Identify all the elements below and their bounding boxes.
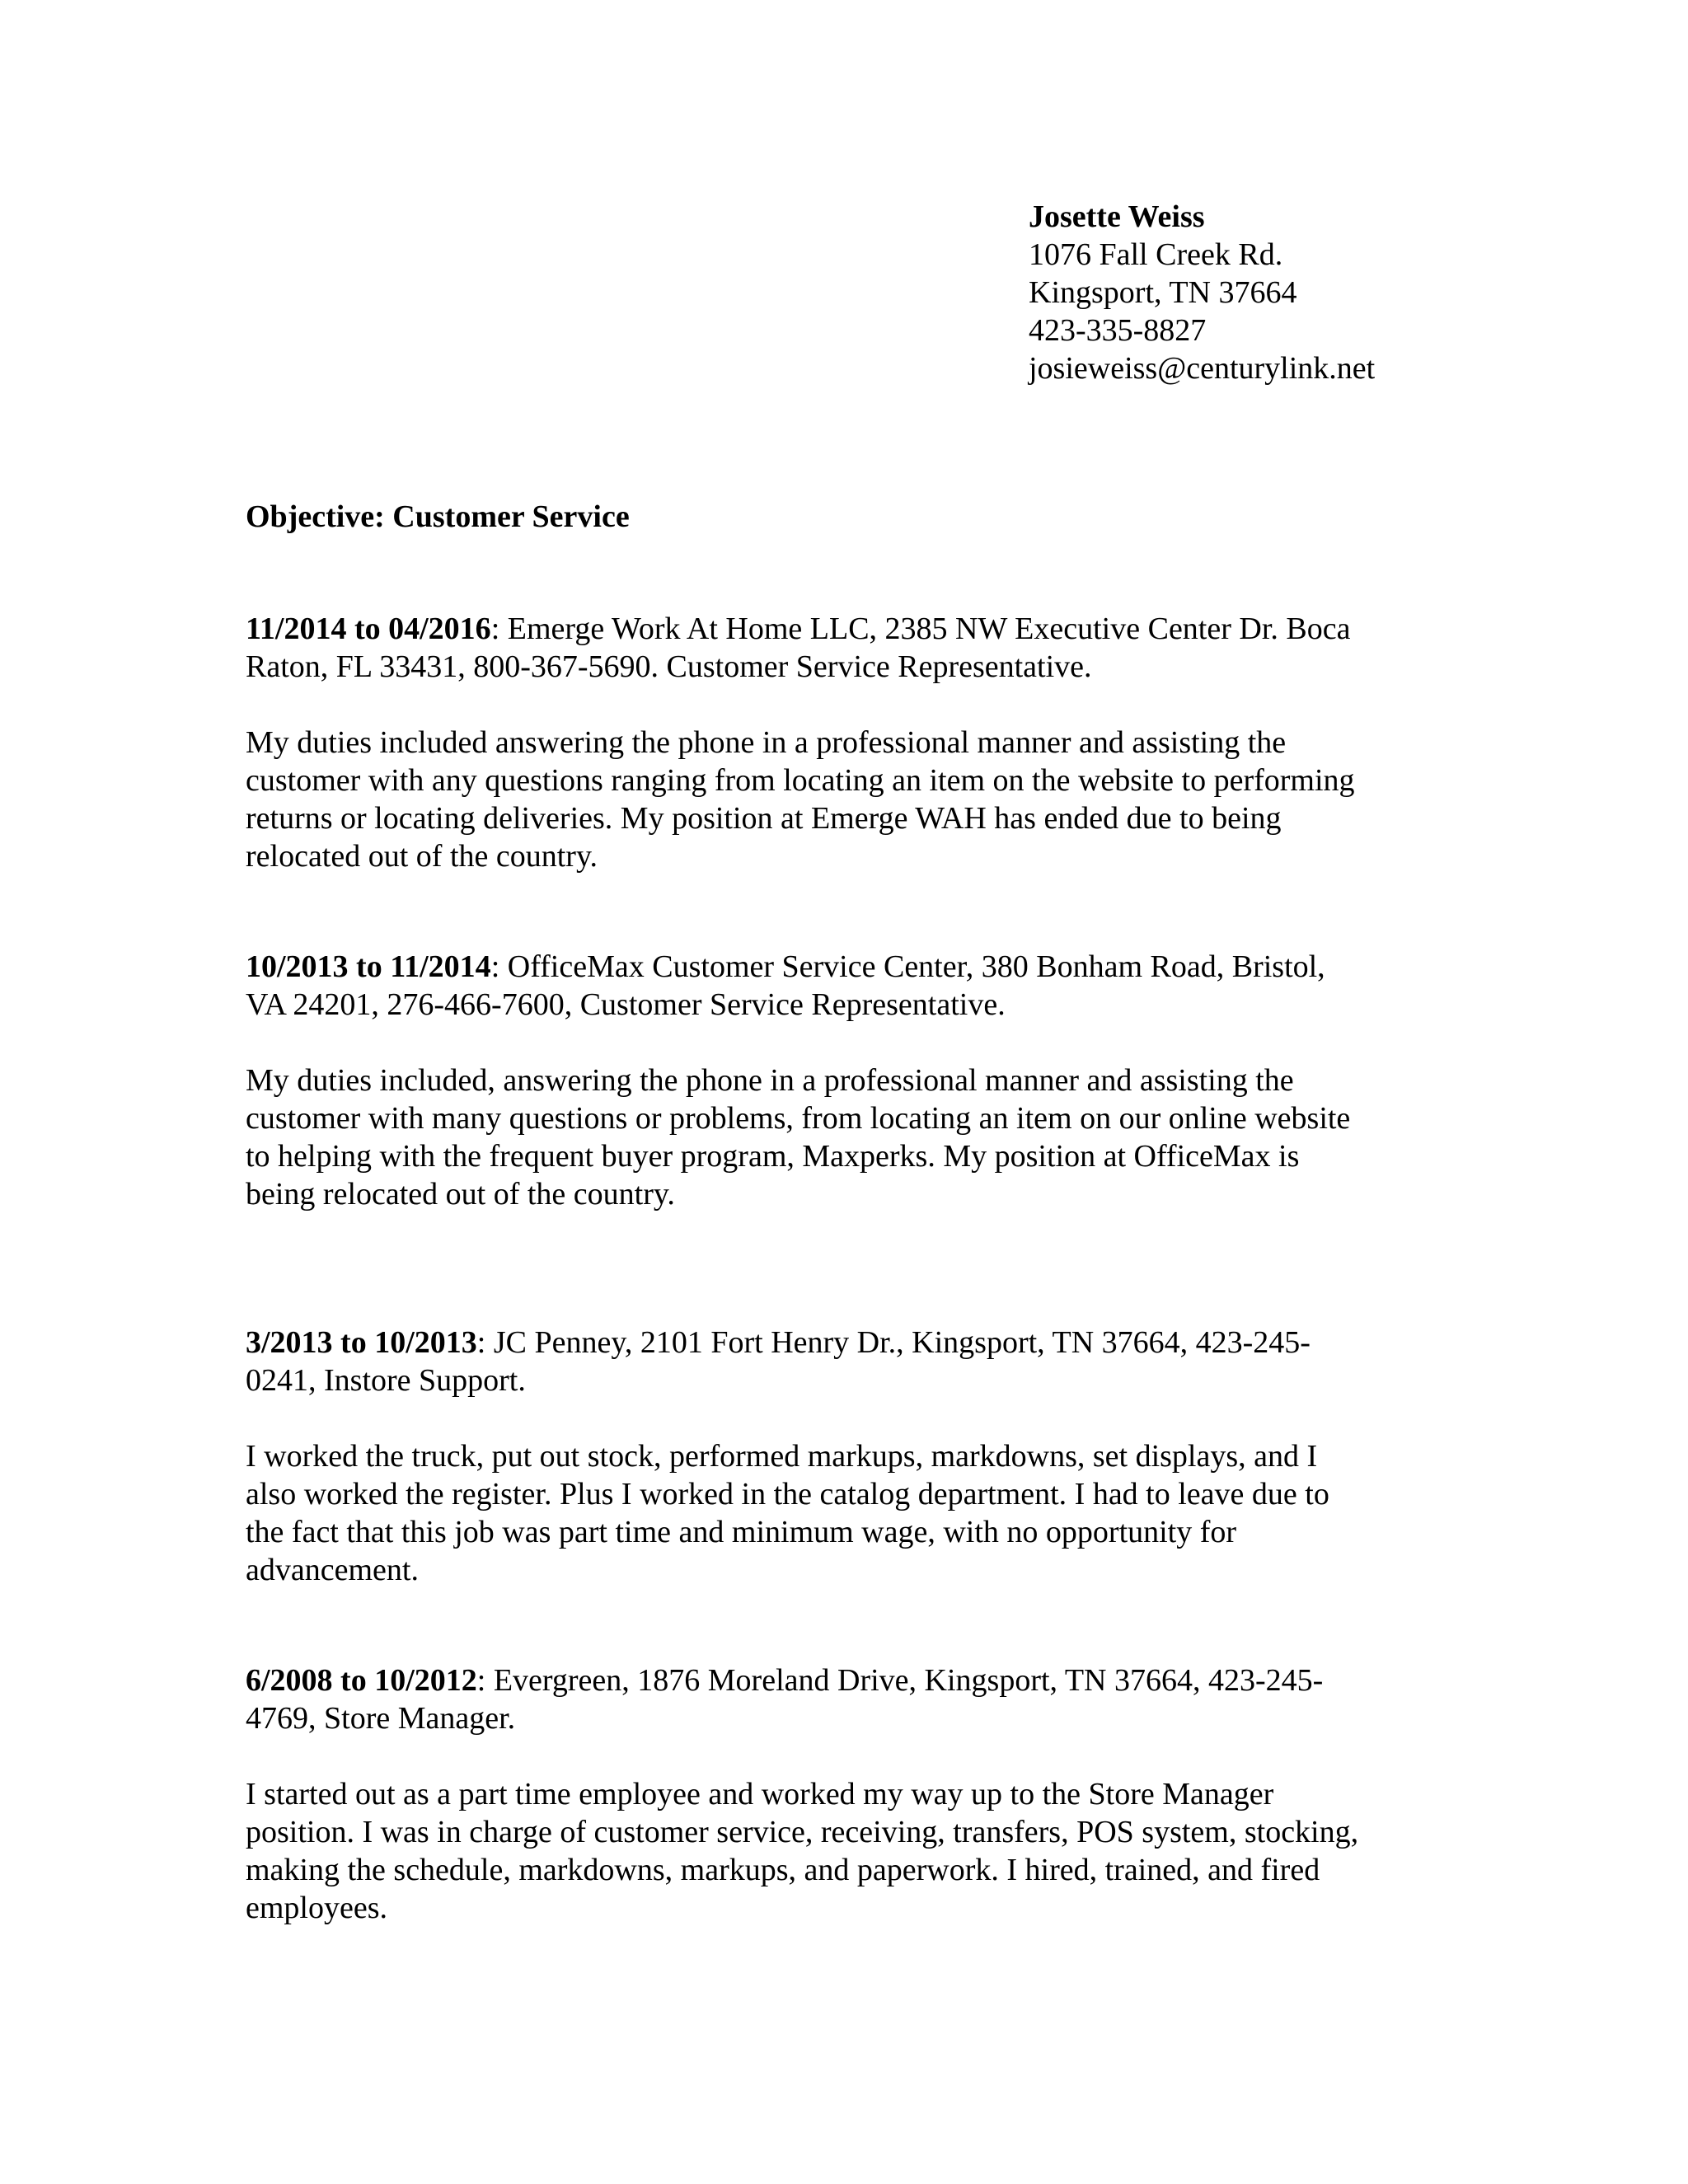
description-line: I started out as a part time employee and worked my way up to the Store Manager (246, 1777, 1274, 1811)
job-header (246, 610, 1449, 686)
job-header-line: : JC Penney, 2101 Fort Henry Dr., Kingsport, TN 37664, 423-245- (476, 1325, 1311, 1360)
job-header-line: VA 24201, 276-466-7600, Customer Service Representative. (246, 987, 1006, 1022)
description-line: advancement. (246, 1553, 419, 1587)
city-state-zip: Kingsport, TN 37664 (1029, 275, 1297, 310)
description-line: customer with any questions ranging from locating an item on the website to performing (246, 763, 1355, 798)
description-line: position. I was in charge of customer service, receiving, transfers, POS system, stocking, (246, 1815, 1359, 1849)
description-line: I worked the truck, put out stock, performed markups, markdowns, set displays, and I (246, 1439, 1318, 1474)
job-description (246, 1775, 1449, 1927)
description-line: customer with many questions or problems, from locating an item on our online website (246, 1101, 1351, 1136)
description-line: making the schedule, markdowns, markups, and paperwork. I hired, trained, and fired (246, 1853, 1320, 1887)
job-description (246, 1062, 1449, 1213)
description-line: returns or locating deliveries. My position at Emerge WAH has ended due to being (246, 801, 1282, 836)
job-description (246, 724, 1449, 875)
job-dates: 10/2013 to 11/2014 (246, 949, 491, 984)
description-line: to helping with the frequent buyer program, Maxperks. My position at OfficeMax is (246, 1139, 1300, 1174)
job-header-line: : OfficeMax Customer Service Center, 380 Bonham Road, Bristol, (490, 949, 1325, 984)
job-dates: 3/2013 to 10/2013 (246, 1325, 477, 1360)
description-line: employees. (246, 1891, 388, 1925)
description-line: the fact that this job was part time and minimum wage, with no opportunity for (246, 1515, 1237, 1549)
job-header-line: 0241, Instore Support. (246, 1363, 526, 1398)
job-header-line: 4769, Store Manager. (246, 1701, 516, 1736)
job-header-line: : Emerge Work At Home LLC, 2385 NW Executive Center Dr. Boca (490, 612, 1351, 646)
job-header-line: Raton, FL 33431, 800-367-5690. Customer Service Representative. (246, 649, 1092, 684)
job-header (246, 1661, 1449, 1737)
street-address: 1076 Fall Creek Rd. (1029, 237, 1283, 272)
contact-block (1029, 198, 1655, 387)
job-dates: 11/2014 to 04/2016 (246, 612, 491, 646)
objective-heading: Objective: Customer Service (246, 499, 630, 534)
description-line: My duties included answering the phone in a professional manner and assisting the (246, 725, 1287, 760)
description-line: being relocated out of the country. (246, 1177, 675, 1212)
phone-number: 423-335-8827 (1029, 313, 1207, 348)
description-line: My duties included, answering the phone in a professional manner and assisting the (246, 1063, 1294, 1098)
description-line: relocated out of the country. (246, 839, 598, 874)
job-header (246, 1324, 1449, 1399)
email-address: josieweiss@centurylink.net (1029, 351, 1376, 386)
job-header (246, 948, 1449, 1024)
job-dates: 6/2008 to 10/2012 (246, 1663, 477, 1698)
job-header-line: : Evergreen, 1876 Moreland Drive, Kingsport, TN 37664, 423-245- (476, 1663, 1324, 1698)
job-description (246, 1437, 1449, 1589)
description-line: also worked the register. Plus I worked in the catalog department. I had to leave due to (246, 1477, 1329, 1511)
applicant-name: Josette Weiss (1029, 199, 1205, 234)
